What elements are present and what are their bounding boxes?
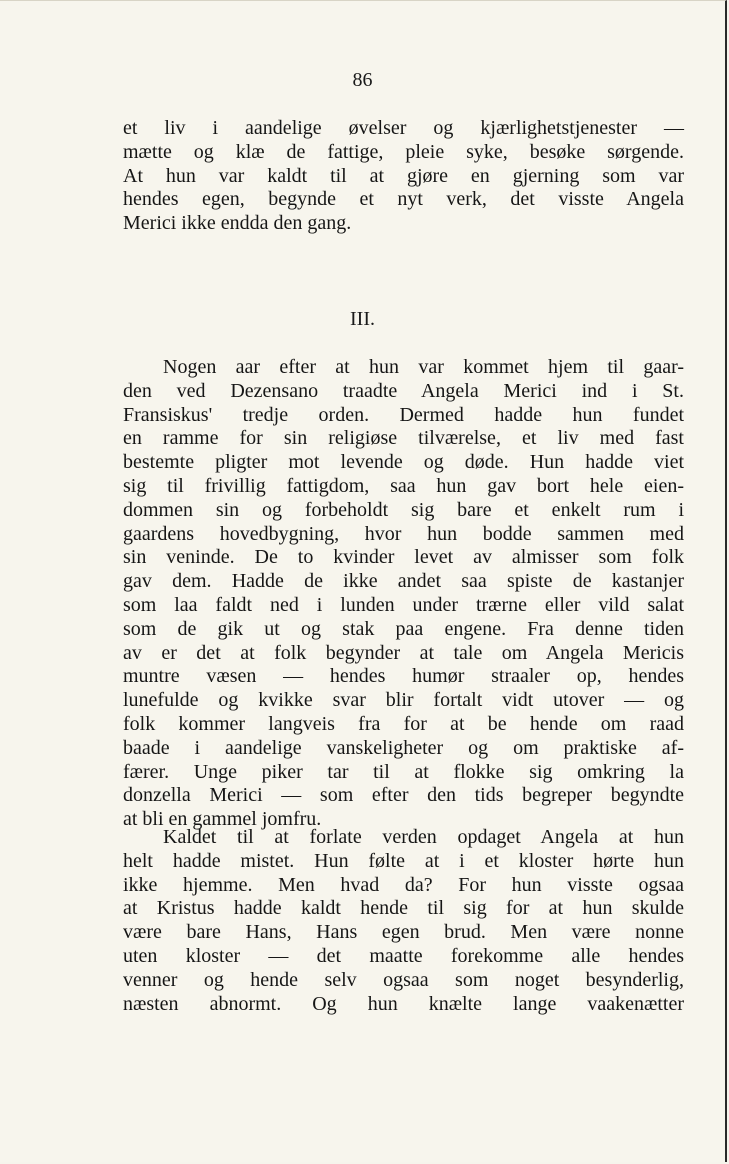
text-line: næsten abnormt. Og hun knælte lange vaakenætter	[123, 992, 684, 1015]
text-line: Kaldet til at forlate verden opdaget Angela at hun	[163, 826, 684, 848]
text-line: At hun var kaldt til at gjøre en gjerning som var	[123, 164, 684, 187]
page-number: 86	[352, 69, 373, 91]
text-line: færer. Unge piker tar til at flokke sig omkring la	[123, 760, 684, 783]
section-heading: III.	[350, 308, 375, 330]
text-line: en ramme for sin religiøse tilværelse, et liv med fast	[123, 427, 684, 450]
text-line: helt hadde mistet. Hun følte at i et kloster hørte hun	[123, 849, 684, 872]
text-line: bestemte pligter mot levende og døde. Hun hadde viet	[123, 451, 684, 474]
text-line: folk kommer langveis fra for at be hende om raad	[123, 712, 684, 735]
text-line: gaardens hovedbygning, hvor hun bodde sammen med	[123, 522, 684, 545]
text-line: Fransiskus' tredje orden. Dermed hadde hun fundet	[123, 403, 684, 426]
text-line: hendes egen, begynde et nyt verk, det visste Angela	[123, 188, 684, 211]
text-line: donzella Merici — som efter den tids begreper begyndte	[123, 784, 684, 807]
text-line: muntre væsen — hendes humør straaler op, hendes	[123, 665, 684, 688]
text-line: at bli en gammel jomfru.	[123, 808, 322, 831]
text-line: den ved Dezensano traadte Angela Merici ind i St.	[123, 379, 684, 402]
text-line: at Kristus hadde kaldt hende til sig for at hun skulde	[123, 897, 684, 920]
paragraph-intro	[123, 117, 684, 236]
text-line: av er det at folk begynder at tale om Angela Mericis	[123, 641, 684, 664]
text-line: sin veninde. De to kvinder levet av almisser som folk	[123, 546, 684, 569]
text-line: mætte og klæ de fattige, pleie syke, besøke sørgende.	[123, 140, 684, 163]
text-line: uten kloster — det maatte forekomme alle hendes	[123, 944, 684, 967]
text-line: et liv i aandelige øvelser og kjærlighetstjenester —	[123, 117, 684, 139]
text-line: som laa faldt ned i lunden under trærne eller vild salat	[123, 593, 684, 616]
text-line: sig til frivillig fattigdom, saa hun gav bort hele eien-	[123, 474, 684, 497]
text-line: som de gik ut og stak paa engene. Fra denne tiden	[123, 617, 684, 640]
text-line: Nogen aar efter at hun var kommet hjem til gaar-	[163, 356, 684, 378]
text-line: være bare Hans, Hans egen brud. Men være nonne	[123, 921, 684, 944]
text-line: dommen sin og forbeholdt sig bare et enkelt rum i	[123, 498, 684, 521]
paragraph-section-2	[123, 826, 684, 1016]
text-line: venner og hende selv ogsaa som noget besynderlig,	[123, 968, 684, 991]
text-line: baade i aandelige vanskeligheter og om praktiske af-	[123, 736, 684, 759]
text-line: gav dem. Hadde de ikke andet saa spiste de kastanjer	[123, 570, 684, 593]
text-line: Merici ikke endda den gang.	[123, 212, 352, 235]
text-line: ikke hjemme. Men hvad da? For hun visste ogsaa	[123, 873, 684, 896]
text-line: lunefulde og kvikke svar blir fortalt vidt utover — og	[123, 689, 684, 712]
paragraph-section-1	[123, 356, 684, 832]
